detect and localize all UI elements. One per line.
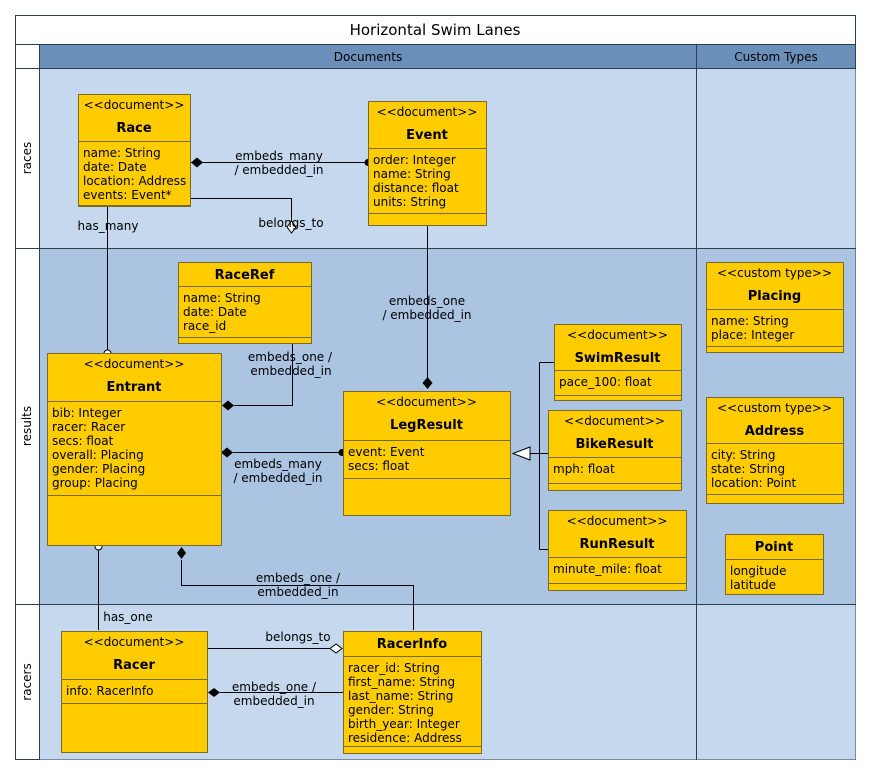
- class-stereotype: <<custom type>>: [716, 401, 833, 415]
- class-name: Point: [754, 540, 794, 555]
- class-stereotype: <<document>>: [83, 357, 185, 371]
- class-attribute: latitude: [730, 578, 777, 592]
- class-box-race[interactable]: [79, 95, 191, 207]
- class-name: Race: [116, 121, 152, 136]
- class-attribute: units: String: [373, 195, 447, 209]
- class-name: Address: [744, 424, 805, 439]
- lane-label-races: races: [20, 141, 34, 175]
- label-entrant-legresult-1: embeds_many: [234, 457, 322, 471]
- label-entrant-racerinfo-2: embedded_in: [257, 585, 339, 599]
- class-attribute: location: Point: [711, 476, 797, 490]
- class-attribute: last_name: String: [348, 689, 454, 703]
- class-box-event[interactable]: [369, 102, 487, 226]
- class-name: Entrant: [106, 380, 162, 395]
- class-stereotype: <<document>>: [564, 414, 665, 428]
- class-box-address[interactable]: [707, 398, 844, 504]
- class-stereotype: <<document>>: [83, 635, 185, 649]
- class-attribute: minute_mile: float: [553, 562, 662, 576]
- class-attribute: event: Event: [348, 445, 425, 459]
- class-attribute: order: Integer: [373, 153, 456, 167]
- class-attribute: secs: float: [52, 434, 114, 448]
- class-box-bikeresult[interactable]: [549, 411, 682, 491]
- lane-label-racers: racers: [20, 663, 34, 701]
- label-event-legresult-2: / embedded_in: [382, 308, 472, 322]
- label-racer-racerinfo-belongs: belongs_to: [265, 630, 331, 644]
- class-attribute: events: Event*: [83, 188, 172, 202]
- class-stereotype: <<document>>: [376, 105, 478, 119]
- class-name: LegResult: [390, 418, 463, 433]
- class-attribute: name: String: [183, 291, 261, 305]
- class-attribute: birth_year: Integer: [348, 717, 460, 731]
- class-attribute: date: Date: [83, 160, 147, 174]
- class-stereotype: <<document>>: [566, 514, 668, 528]
- class-box-runresult[interactable]: [549, 511, 687, 591]
- class-box-racerinfo[interactable]: [344, 632, 482, 754]
- class-box-placing[interactable]: [707, 263, 844, 353]
- class-box-entrant[interactable]: [48, 354, 222, 546]
- label-racer-entrant: has_one: [103, 610, 153, 624]
- label-race-event-1: embeds_many: [235, 149, 323, 163]
- class-attribute: gender: String: [348, 703, 434, 717]
- class-name: Event: [406, 128, 448, 143]
- class-attribute: info: RacerInfo: [66, 684, 154, 698]
- lane-races-custom: [697, 69, 856, 249]
- label-racer-racerinfo-embeds-1: embeds_one /: [231, 680, 317, 694]
- label-race-event-2: / embedded_in: [234, 163, 324, 177]
- column-label-custom-types: Custom Types: [734, 50, 818, 64]
- lane-label-results: results: [20, 405, 34, 447]
- class-attribute: gender: Placing: [52, 462, 146, 476]
- label-entrant-raceref-2: embedded_in: [250, 364, 332, 378]
- label-entrant-racerinfo-1: embeds_one /: [255, 571, 341, 585]
- class-name: RacerInfo: [376, 637, 448, 652]
- diagram-title: Horizontal Swim Lanes: [349, 21, 521, 39]
- class-attribute: mph: float: [553, 462, 615, 476]
- class-attribute: bib: Integer: [52, 406, 122, 420]
- class-name: SwimResult: [574, 351, 661, 366]
- class-name: Racer: [113, 658, 155, 673]
- class-attribute: racer: Racer: [52, 420, 126, 434]
- class-stereotype: <<document>>: [376, 395, 477, 409]
- class-name: Placing: [747, 289, 802, 304]
- class-attribute: distance: float: [373, 181, 459, 195]
- class-stereotype: <<custom type>>: [716, 266, 833, 280]
- column-label-documents: Documents: [333, 50, 403, 64]
- class-stereotype: <<document>>: [83, 98, 185, 112]
- class-attribute: name: String: [373, 167, 451, 181]
- class-box-racer[interactable]: [62, 632, 208, 753]
- class-box-raceref[interactable]: [179, 263, 312, 344]
- class-attribute: location: Address: [83, 174, 187, 188]
- class-name: RunResult: [579, 537, 655, 552]
- label-event-legresult-1: embeds_one: [388, 294, 466, 308]
- class-box-legresult[interactable]: [344, 392, 511, 516]
- class-attribute: longitude: [730, 564, 787, 578]
- lane-racers-custom: [697, 605, 856, 760]
- class-name: BikeResult: [575, 437, 654, 452]
- class-name: RaceRef: [214, 268, 275, 283]
- class-attribute: race_id: [183, 319, 227, 333]
- class-attribute: place: Integer: [711, 328, 795, 342]
- class-attribute: city: String: [711, 448, 776, 462]
- label-entrant-raceref-1: embeds_one /: [247, 350, 333, 364]
- class-box-swimresult[interactable]: [555, 325, 682, 401]
- label-raceref-race: belongs_to: [258, 216, 324, 230]
- class-attribute: group: Placing: [52, 476, 138, 490]
- label-racer-racerinfo-embeds-2: embedded_in: [233, 694, 315, 708]
- label-race-entrant: has_many: [77, 219, 139, 233]
- class-attribute: first_name: String: [348, 675, 456, 689]
- class-attribute: pace_100: float: [559, 375, 652, 389]
- class-attribute: residence: Address: [348, 731, 462, 745]
- class-attribute: name: String: [711, 314, 789, 328]
- class-stereotype: <<document>>: [567, 328, 668, 342]
- class-attribute: state: String: [711, 462, 786, 476]
- class-attribute: secs: float: [348, 459, 410, 473]
- class-box-point[interactable]: [726, 535, 824, 595]
- class-attribute: racer_id: String: [348, 661, 440, 675]
- label-entrant-legresult-2: / embedded_in: [233, 471, 323, 485]
- class-attribute: name: String: [83, 146, 161, 160]
- class-attribute: date: Date: [183, 305, 247, 319]
- class-attribute: overall: Placing: [52, 448, 144, 462]
